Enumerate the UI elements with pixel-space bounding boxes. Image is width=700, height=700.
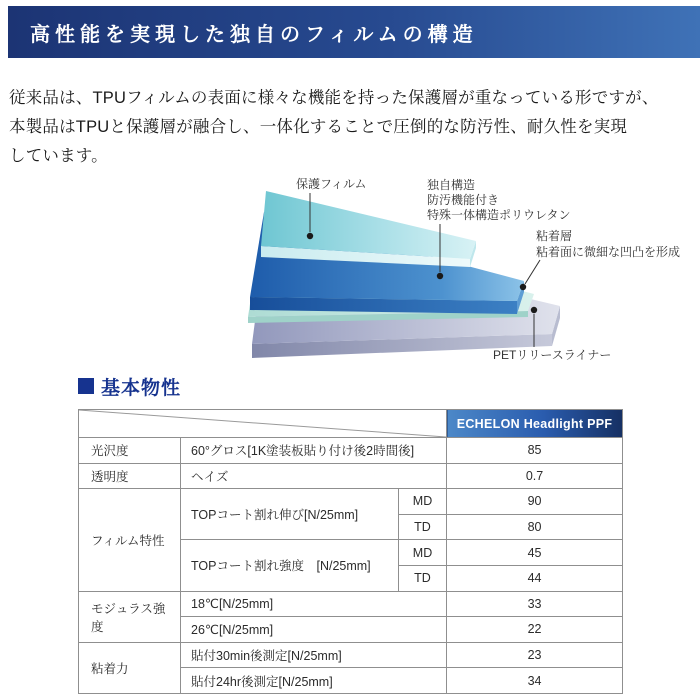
category-cell: モジュラス強度	[79, 591, 181, 642]
product-column-header: ECHELON Headlight PPF	[447, 410, 623, 438]
value-cell: 22	[447, 617, 623, 643]
intro-line-1: 従来品は、TPUフィルムの表面に様々な機能を持った保護層が重なっている形ですが、	[9, 89, 659, 107]
category-cell: 粘着力	[79, 642, 181, 693]
intro-line-3: しています。	[9, 147, 108, 165]
measure-cell: 貼付24hr後測定[N/25mm]	[181, 668, 447, 694]
adhesive-label-line1: 粘着層	[536, 229, 573, 243]
leader-dot	[531, 307, 537, 313]
measure-cell: 60°グロス[1K塗装板貼り付け後2時間後]	[181, 438, 447, 464]
label-adhesive-layer	[520, 228, 680, 290]
value-cell: 85	[447, 438, 623, 464]
intro-line-2: 本製品はTPUと保護層が融合し、一体化することで圧倒的な防汚性、耐久性を実現	[9, 118, 628, 136]
measure-cell: ヘイズ	[181, 463, 447, 489]
leader-dot	[307, 233, 313, 239]
condition-cell: MD	[399, 540, 447, 566]
category-cell: 透明度	[79, 463, 181, 489]
structure-label-line3: 特殊一体構造ポリウレタン	[427, 208, 571, 222]
structure-label-line2: 防汚機能付き	[427, 193, 500, 207]
value-cell: 0.7	[447, 463, 623, 489]
table-row	[79, 591, 623, 617]
condition-cell: TD	[399, 565, 447, 591]
table-row	[79, 463, 623, 489]
condition-cell: TD	[399, 514, 447, 540]
heading-square-icon	[78, 378, 94, 394]
intro-paragraph	[9, 84, 694, 171]
value-cell: 34	[447, 668, 623, 694]
section-title: 基本物性	[101, 377, 182, 399]
basic-properties-heading	[78, 376, 182, 399]
measure-cell: 26℃[N/25mm]	[181, 617, 447, 643]
category-cell: フィルム特性	[79, 489, 181, 591]
release-liner-label: PETリリースライナー	[493, 348, 612, 362]
protective-film-label: 保護フィルム	[296, 177, 367, 191]
value-cell: 80	[447, 514, 623, 540]
table-row	[79, 438, 623, 464]
value-cell: 23	[447, 642, 623, 668]
leader-line	[525, 260, 540, 284]
value-cell: 45	[447, 540, 623, 566]
leader-dot	[520, 284, 526, 290]
measure-cell: TOPコート割れ伸び[N/25mm]	[181, 489, 399, 540]
page-title: 高性能を実現した独自のフィルムの構造	[30, 23, 478, 46]
condition-cell: MD	[399, 489, 447, 515]
measure-cell: 18℃[N/25mm]	[181, 591, 447, 617]
title-bar	[8, 6, 700, 58]
film-structure-diagram	[0, 172, 700, 372]
table-row	[79, 642, 623, 668]
film-layers-illustration	[0, 172, 700, 372]
diagonal-header-cell	[79, 410, 447, 438]
measure-cell: 貼付30min後測定[N/25mm]	[181, 642, 447, 668]
structure-label-line1: 独自構造	[427, 178, 476, 192]
measure-cell: TOPコート割れ強度 [N/25mm]	[181, 540, 399, 591]
value-cell: 90	[447, 489, 623, 515]
value-cell: 33	[447, 591, 623, 617]
table-row	[79, 489, 623, 515]
diagonal-line	[79, 410, 446, 437]
leader-dot	[437, 273, 443, 279]
value-cell: 44	[447, 565, 623, 591]
table-header-row	[79, 410, 623, 438]
category-cell: 光沢度	[79, 438, 181, 464]
basic-properties-table	[78, 409, 623, 694]
adhesive-label-line2: 粘着面に微細な凹凸を形成	[536, 245, 681, 259]
